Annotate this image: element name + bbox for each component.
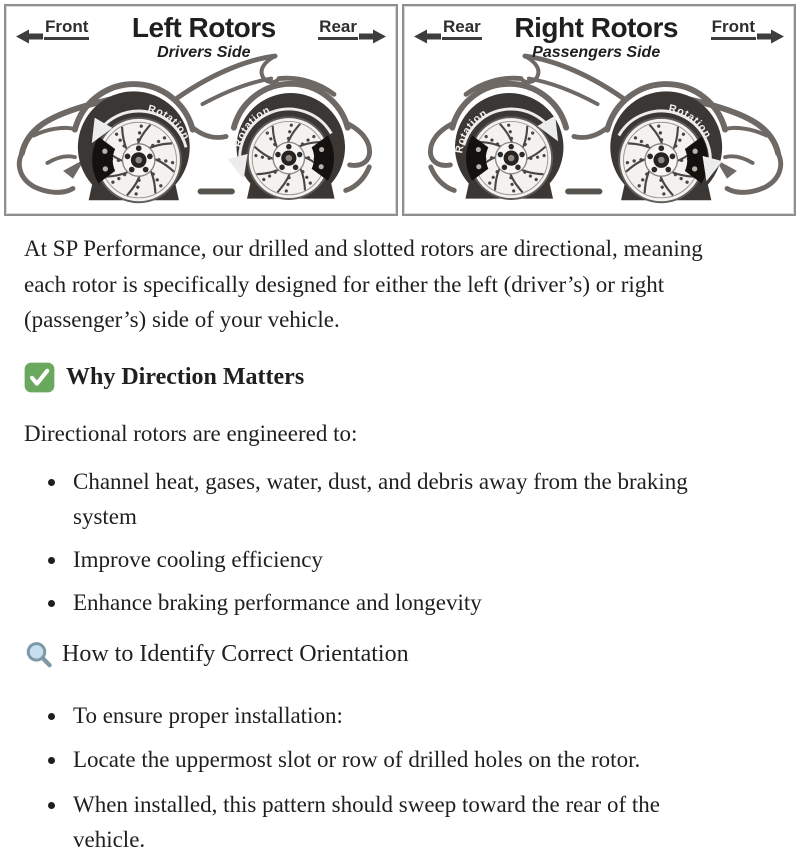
direction-text: Front <box>44 18 89 40</box>
panel-subtitle: Drivers Side <box>132 45 276 61</box>
bullet-item: • Locate the uppermost slot or row of drilled holes on the rotor. <box>68 742 728 778</box>
rotor-direction-diagram <box>0 0 800 216</box>
panel-title: Left Rotors <box>132 14 276 42</box>
article-body <box>0 216 800 858</box>
why-bullet-list <box>24 464 776 621</box>
front-direction-label <box>16 18 89 40</box>
intro-paragraph: At SP Performance, our drilled and slotted rotors are directional, meaning each rotor is specifically designed for either the left (driver’s) or right (passenger’s) side of your vehicle. <box>24 231 736 338</box>
green-check-icon <box>24 362 55 393</box>
heading-text: How to Identify Correct Orientation <box>62 636 409 673</box>
bullet-item: • To ensure proper installation: <box>68 698 728 734</box>
arrow-right-icon <box>359 28 386 45</box>
right-rotors-panel <box>402 4 796 216</box>
rear-direction-label <box>318 18 386 40</box>
direction-text: Rear <box>318 18 358 40</box>
arrow-right-icon <box>757 28 784 45</box>
direction-text: Front <box>711 18 756 40</box>
heading-text: Why Direction Matters <box>66 359 304 396</box>
left-panel-titles <box>132 14 276 61</box>
bullet-item: • Improve cooling efficiency <box>68 542 728 578</box>
rotation-label: Rotation <box>668 103 714 141</box>
rotation-label: Rotation <box>453 107 489 154</box>
magnifier-icon <box>24 640 54 670</box>
left-rotors-panel <box>4 4 398 216</box>
arrow-left-icon <box>414 28 441 45</box>
identify-orientation-heading <box>24 636 776 673</box>
right-panel-header <box>404 6 794 61</box>
panel-title: Right Rotors <box>514 14 678 42</box>
engineered-lead: Directional rotors are engineered to: <box>24 416 776 452</box>
rotation-label: Rotation <box>146 103 191 142</box>
why-direction-matters-heading <box>24 359 776 396</box>
panel-subtitle: Passengers Side <box>514 45 678 61</box>
rotation-label: Rotation <box>232 104 272 149</box>
rear-direction-label <box>414 18 482 40</box>
left-panel-header <box>6 6 396 61</box>
bullet-item: • When installed, this pattern should sweep toward the rear of the vehicle. <box>68 787 728 858</box>
arrow-left-icon <box>16 28 43 45</box>
direction-text: Rear <box>442 18 482 40</box>
front-direction-label <box>711 18 784 40</box>
identify-bullet-list <box>24 698 776 858</box>
bullet-item: • Channel heat, gases, water, dust, and debris away from the braking system <box>68 464 728 535</box>
right-panel-titles <box>514 14 678 61</box>
bullet-item: • Enhance braking performance and longevity <box>68 585 728 621</box>
